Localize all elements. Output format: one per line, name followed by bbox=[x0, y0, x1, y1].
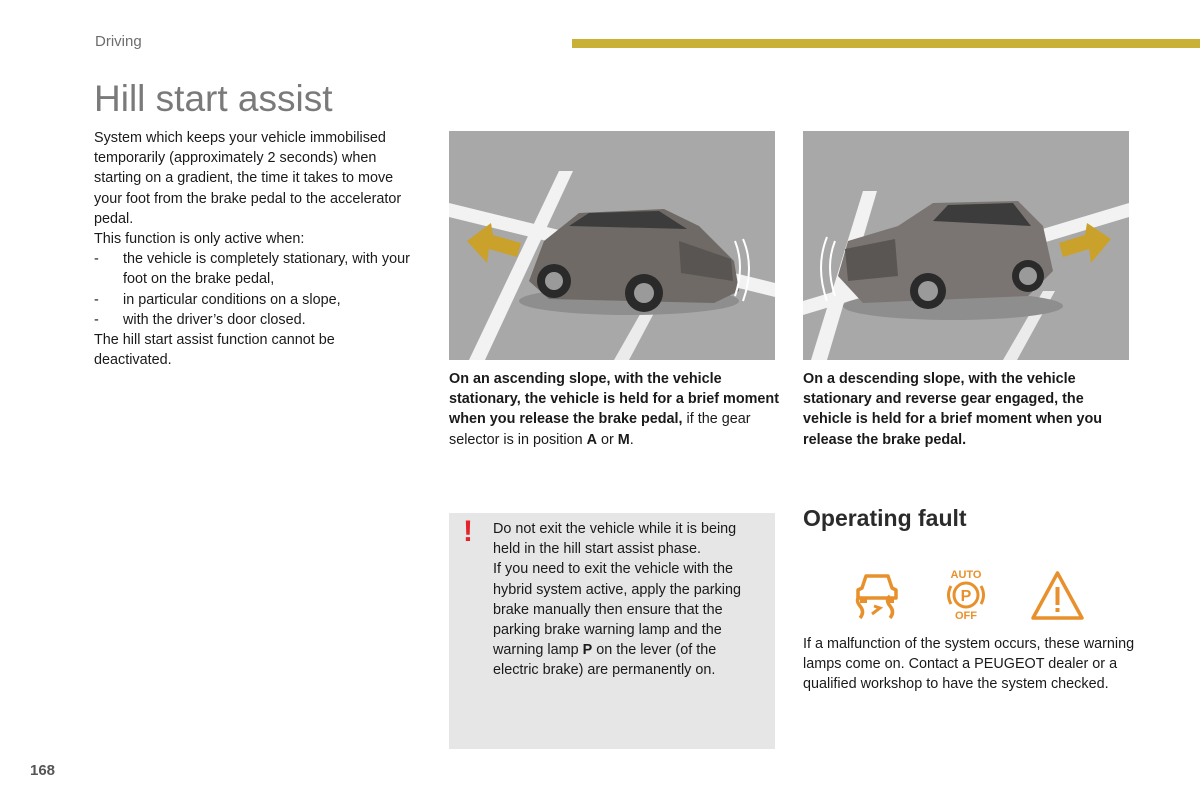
skid-warning-lamp-icon bbox=[850, 566, 904, 622]
operating-fault-text: If a malfunction of the system occurs, these warning lamps come on. Contact a PEUGEOT dealer or a qualified workshop to have the system checked. bbox=[803, 636, 1135, 693]
bullet-marker: - bbox=[94, 291, 99, 308]
warning-lamp-p: P bbox=[582, 642, 593, 659]
lamp-auto-label: AUTO bbox=[950, 569, 982, 581]
lamp-off-label: OFF bbox=[955, 610, 977, 622]
bullet-marker: - bbox=[94, 311, 99, 328]
condition-text: with the driver’s door closed. bbox=[123, 311, 306, 328]
descending-slope-illustration bbox=[803, 131, 1129, 360]
caption-bold: On an ascending slope, with the vehicle stationary, the vehicle is held for a brief moment when you release the brake pedal, bbox=[449, 371, 780, 428]
ascending-slope-caption bbox=[449, 369, 779, 450]
warning-text-part: on the lever (of the electric brake) are permanently on. bbox=[493, 642, 717, 679]
warning-box bbox=[449, 513, 775, 749]
gear-position-a: A bbox=[586, 431, 597, 448]
ascending-slope-illustration bbox=[449, 131, 775, 360]
bullet-marker: - bbox=[94, 251, 99, 268]
condition-list bbox=[94, 249, 414, 330]
condition-text: the vehicle is completely stationary, with your foot on the brake pedal, bbox=[123, 251, 410, 288]
gear-position-m: M bbox=[617, 431, 630, 448]
page-number: 168 bbox=[30, 762, 56, 779]
header-accent-bar bbox=[572, 39, 1200, 48]
caption-period: . bbox=[629, 431, 634, 448]
section-label: Driving bbox=[95, 33, 142, 50]
caption-bold: On a descending slope, with the vehicle stationary and reverse gear engaged, the vehicle is held for a brief moment when you release the brake pedal. bbox=[803, 371, 1103, 448]
condition-text: in particular conditions on a slope, bbox=[123, 291, 341, 308]
intro-paragraph: System which keeps your vehicle immobilised temporarily (approximately 2 seconds) when starting on a gradient, the time it takes to move your foot from the brake pedal to the accelerator pedal. bbox=[94, 130, 402, 227]
warning-text bbox=[493, 519, 763, 681]
descending-slope-caption bbox=[803, 369, 1133, 450]
auto-p-off-lamp-icon bbox=[940, 566, 992, 622]
lamp-p-label: P bbox=[960, 588, 972, 605]
warning-paragraph bbox=[493, 559, 763, 680]
exclamation-icon: ! bbox=[463, 515, 473, 548]
caption-text: if the gear selector is in position bbox=[449, 411, 751, 448]
warning-text-part: If you need to exit the vehicle with the hybrid system active, apply the parking brake manually then ensure that the parking brake warning lamp and the warning lamp bbox=[493, 561, 741, 659]
warning-paragraph: Do not exit the vehicle while it is being held in the hill start assist phase. bbox=[493, 521, 737, 558]
condition-item bbox=[94, 310, 414, 330]
operating-fault-heading: Operating fault bbox=[803, 505, 967, 531]
page-title: Hill start assist bbox=[94, 78, 333, 119]
warning-triangle-icon bbox=[1030, 570, 1085, 622]
intro-text bbox=[94, 128, 414, 370]
caption-text-or: or bbox=[596, 431, 618, 448]
condition-item bbox=[94, 249, 414, 289]
intro-condition-lead: This function is only active when: bbox=[94, 231, 305, 248]
condition-item bbox=[94, 290, 414, 310]
intro-closing: The hill start assist function cannot be deactivated. bbox=[94, 332, 335, 369]
